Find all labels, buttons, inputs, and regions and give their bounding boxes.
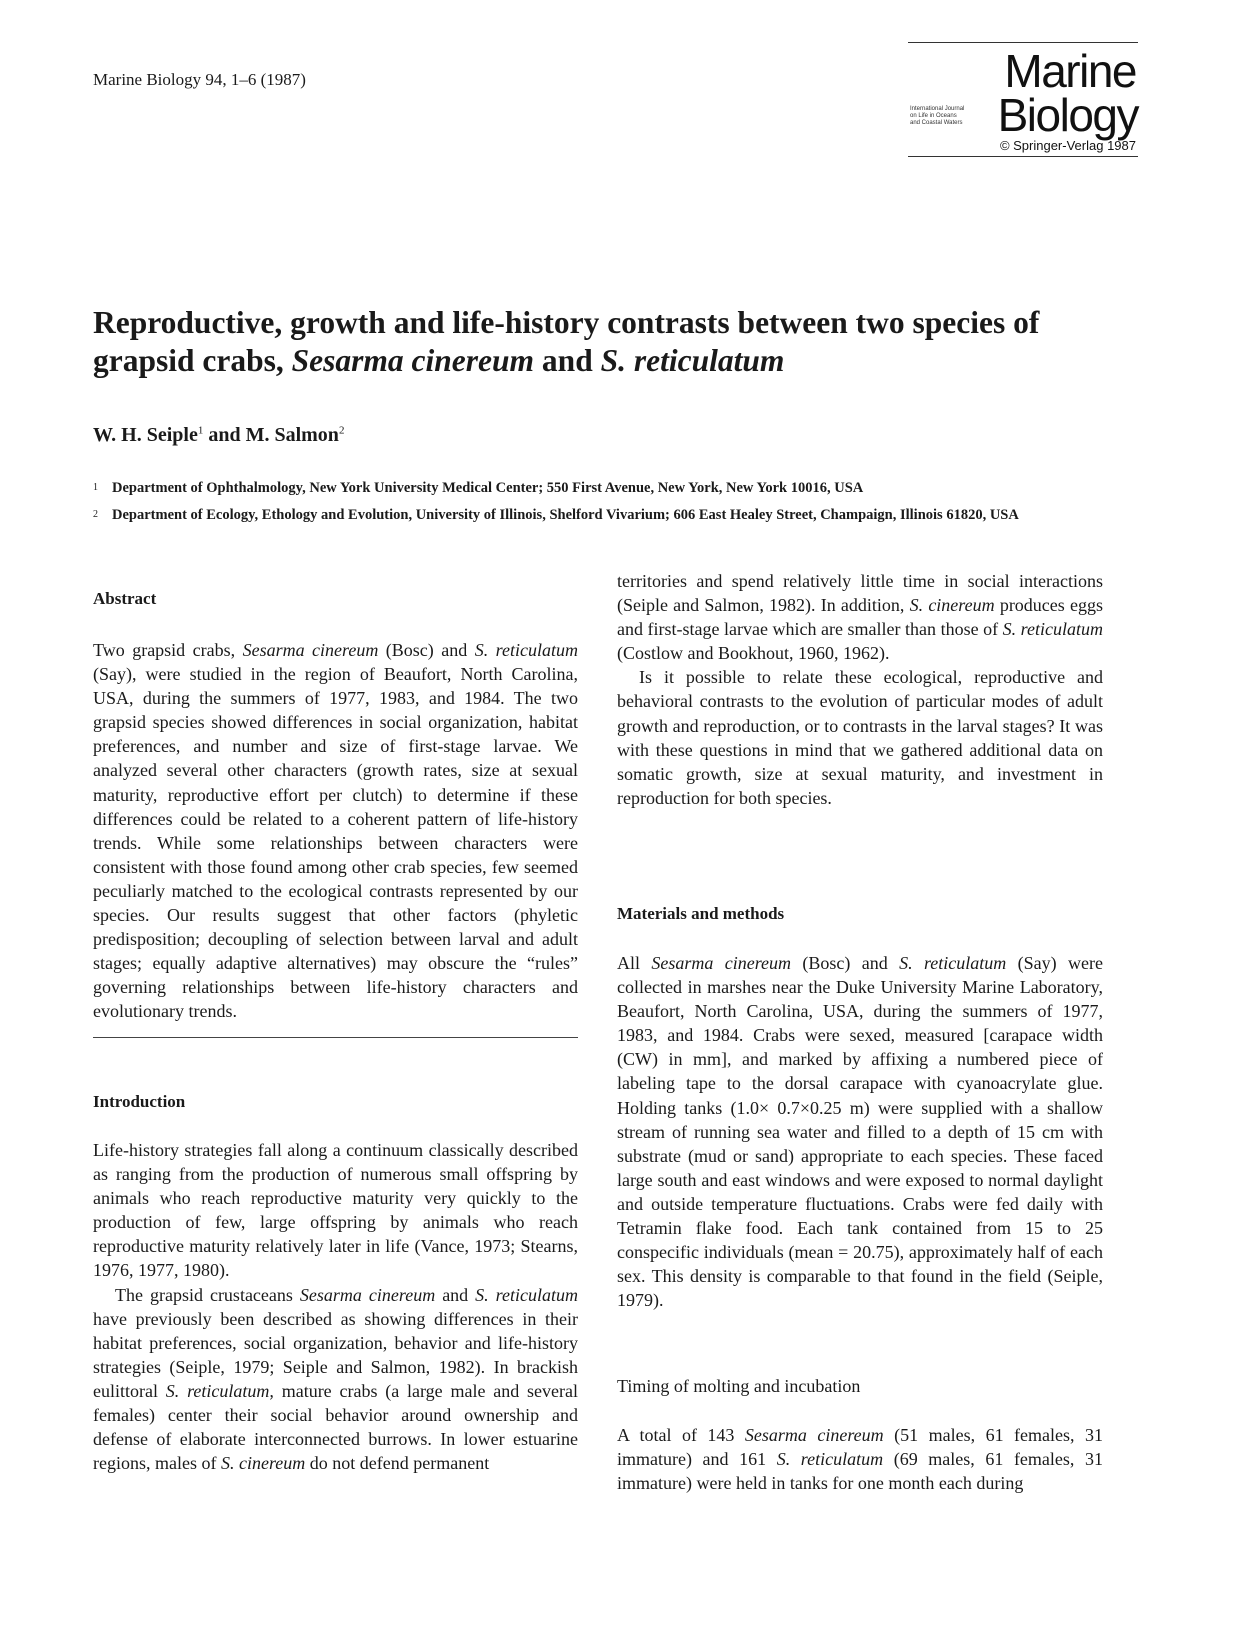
author-name: W. H. Seiple — [93, 424, 198, 446]
introduction-paragraph — [617, 569, 1103, 665]
introduction-body — [93, 1138, 578, 1475]
methods-paragraph — [617, 1423, 1103, 1495]
title-and: and — [534, 343, 601, 378]
species-name: Sesarma cinereum — [242, 640, 379, 660]
title-species-1: Sesarma cinereum — [291, 343, 535, 378]
logo-biology: Biology — [997, 89, 1138, 141]
affiliation-text: Department of Ecology, Ethology and Evolution, University of Illinois, Shelford Vivarium; 606 East Healey Street, Champaign, Illinois 61820, USA — [112, 507, 1019, 523]
text-run: produces eggs and first-stage larvae which are smaller than those of — [617, 595, 1103, 640]
species-name: S. reticulatum — [1002, 619, 1103, 640]
journal-logo — [908, 42, 1138, 160]
article-title — [93, 304, 1113, 380]
text-run: (Costlow and Bookhout, 1960, 1962). — [617, 643, 890, 664]
methods-paragraph — [617, 951, 1103, 1312]
species-name: S. cinereum — [220, 1453, 306, 1474]
affiliation-number: 1 — [93, 482, 98, 493]
abstract-body — [93, 638, 578, 1024]
author-affil-marker: 1 — [197, 424, 204, 437]
logo-tagline-line: and Coastal Waters — [910, 120, 963, 126]
section-divider — [93, 1037, 578, 1038]
text-run: (69 males, 61 females, 31 immature) were held in tanks for one month each during — [617, 1449, 1103, 1494]
text-run: (Say), were studied in the region of Beaufort, North Carolina, USA, during the summers of 1977, 1983, and 1984. The two grapsid species showed differences in social organization, habitat preferences, and number and size of first-stage larvae. We analyzed several other characters (growth rates, size at sexual maturity, reproductive effort per clutch) to determine if these differences could be related to a coherent pattern of life-history trends. While some relationships between characters were consistent with those found among other crab species, few seemed peculiarly matched to the ecological contrasts represented by our species. Our results suggest that other factors (phyletic predisposition; decoupling of selection between larval and adult stages; equally adaptive alternatives) may obscure the “rules” governing relationships between life-history characters and evolutionary trends. — [93, 664, 578, 1022]
text-run: A total of 143 — [617, 1425, 745, 1445]
author-and: and — [203, 424, 246, 446]
author-name: M. Salmon — [245, 424, 339, 446]
text-run: (51 males, 61 females, 31 immature) and 161 — [617, 1425, 1103, 1470]
species-name: Sesarma cinereum — [299, 1284, 436, 1305]
abstract-paragraph — [93, 638, 578, 1024]
text-run: All — [617, 953, 652, 973]
text-run: (Bosc) and — [791, 953, 900, 973]
methods-body — [617, 951, 1103, 1312]
text-run: and — [435, 1284, 476, 1305]
logo-tagline — [910, 106, 980, 127]
affiliation — [93, 478, 1133, 498]
species-name: S. reticulatum, — [165, 1380, 274, 1401]
text-run: Two grapsid crabs, — [93, 640, 243, 660]
introduction-paragraph: Life-history strategies fall along a continuum classically described as ranging from the production of numerous small offspring by animals who reach reproductive maturity very quickly to the production of few, large offspring by animals who reach reproductive maturity relatively later in life (Vance, 1973; Stearns, 1976, 1977, 1980). — [93, 1140, 578, 1281]
species-name: S. reticulatum — [899, 953, 1007, 973]
species-name: Sesarma cinereum — [651, 953, 792, 973]
logo-bottom-rule — [908, 156, 1138, 157]
species-name: S. reticulatum — [475, 1284, 578, 1305]
introduction-continued — [617, 569, 1103, 810]
title-species-2: S. reticulatum — [600, 343, 785, 378]
abstract-heading: Abstract — [93, 589, 157, 608]
text-run: (Bosc) and — [378, 640, 475, 660]
logo-marine: Marine — [1004, 45, 1136, 97]
title-text: Reproductive, growth and life-history contrasts between two species of grapsid crabs, — [93, 305, 1040, 378]
text-run: The grapsid crustaceans — [115, 1284, 300, 1305]
affiliation-number: 2 — [93, 509, 98, 520]
logo-tagline-line: International Journal — [910, 106, 965, 112]
affiliation — [93, 505, 1133, 525]
species-name: S. cinereum — [909, 595, 995, 616]
logo-top-rule — [908, 42, 1138, 43]
journal-citation: Marine Biology 94, 1–6 (1987) — [93, 70, 306, 89]
text-run: territories and spend relatively little time in social interactions (Seiple and Salmon, 1982). In addition, — [617, 571, 1103, 616]
species-name: S. reticulatum — [776, 1449, 884, 1470]
text-run: do not defend permanent — [305, 1453, 490, 1474]
author-affil-marker: 2 — [338, 424, 345, 437]
affiliation-text: Department of Ophthalmology, New York University Medical Center; 550 First Avenue, New York, New York 10016, USA — [112, 480, 864, 496]
logo-tagline-line: on Life in Oceans — [910, 113, 957, 119]
timing-body — [617, 1423, 1103, 1495]
copyright-notice: © Springer-Verlag 1987 — [999, 138, 1136, 153]
text-run: mature crabs (a large male and several females) center their social behavior around ownership and defense of elaborate interconnected burrows. In lower estuarine regions, males of — [93, 1380, 578, 1474]
text-run: have previously been described as showing differences in their habitat preferences, social organization, behavior and life-history strategies (Seiple, 1979; Seiple and Salmon, 1982). In brackish eulittoral — [93, 1308, 578, 1401]
author-line — [93, 424, 344, 447]
text-run: (Say) were collected in marshes near the Duke University Marine Laboratory, Beaufort, North Carolina, USA, during the summers of 1977, 1983, and 1984. Crabs were sexed, measured [carapace width (CW) in mm], and marked by affixing a numbered piece of labeling tape to the dorsal carapace with cyanoacrylate glue. Holding tanks (1.0× 0.7×0.25 m) were supplied with a shallow stream of running sea water and filled to a depth of 15 cm with substrate (mud or sand) appropriate to each species. These faced large south and east windows and were exposed to normal daylight and outside temperature fluctuations. Crabs were fed daily with Tetramin flake food. Each tank contained from 15 to 25 conspecific individuals (mean = 20.75), approximately half of each sex. This density is comparable to that found in the field (Seiple, 1979). — [617, 953, 1103, 1311]
timing-subheading: Timing of molting and incubation — [617, 1376, 861, 1396]
introduction-paragraph — [93, 1283, 578, 1476]
methods-heading: Materials and methods — [617, 904, 785, 923]
species-name: Sesarma cinereum — [744, 1425, 884, 1445]
species-name: S. reticulatum — [474, 640, 578, 660]
introduction-paragraph: Is it possible to relate these ecological, reproductive and behavioral contrasts to the evolution of particular modes of adult growth and reproduction, or to contrasts in the larval stages? It was with these questions in mind that we gathered additional data on somatic growth, size at sexual maturity, and investment in reproduction for both species. — [617, 667, 1103, 808]
introduction-heading: Introduction — [93, 1092, 186, 1111]
